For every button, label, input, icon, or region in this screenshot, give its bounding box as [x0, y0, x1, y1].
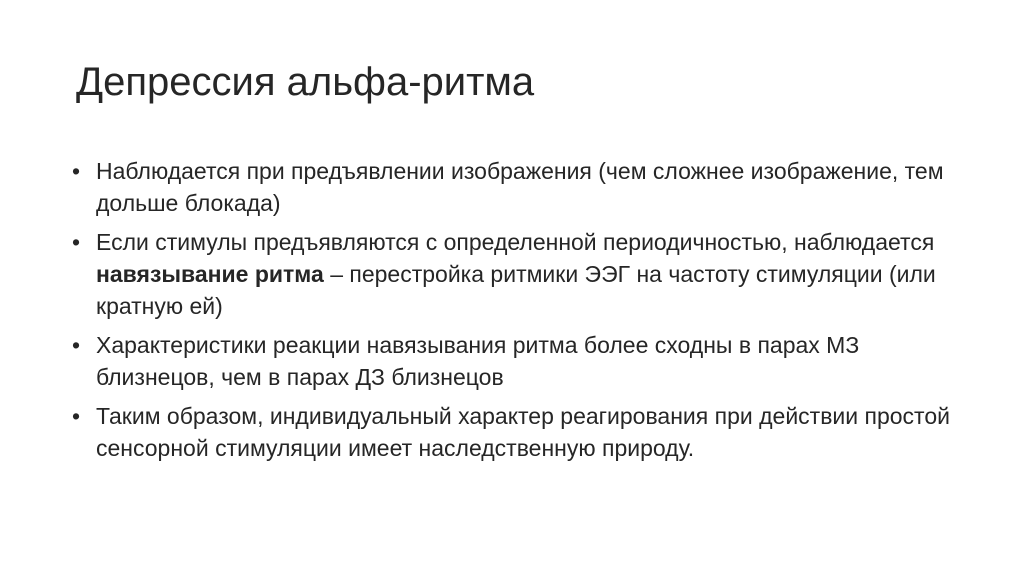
bullet-item	[72, 155, 952, 219]
bullet-item	[72, 329, 952, 393]
bullet-text-after: – перестройка ритмики ЭЭГ на частоту стимуляции (или кратную ей)	[96, 261, 936, 319]
bullet-item	[72, 400, 952, 464]
bullet-bold-term: навязывание ритма	[96, 261, 324, 287]
bullet-text-before: Если стимулы предъявляются с определенной периодичностью, наблюдается	[96, 229, 935, 255]
bullet-text: Таким образом, индивидуальный характер реагирования при действии простой сенсорной стимуляции имеет наследственную природу.	[96, 403, 950, 461]
bullet-list	[72, 155, 952, 471]
bullet-text: Наблюдается при предъявлении изображения (чем сложнее изображение, тем дольше блокада)	[96, 158, 944, 216]
bullet-item	[72, 226, 952, 322]
bullet-text: Характеристики реакции навязывания ритма более сходны в парах МЗ близнецов, чем в парах ДЗ близнецов	[96, 332, 860, 390]
slide-title: Депрессия альфа-ритма	[76, 60, 535, 104]
